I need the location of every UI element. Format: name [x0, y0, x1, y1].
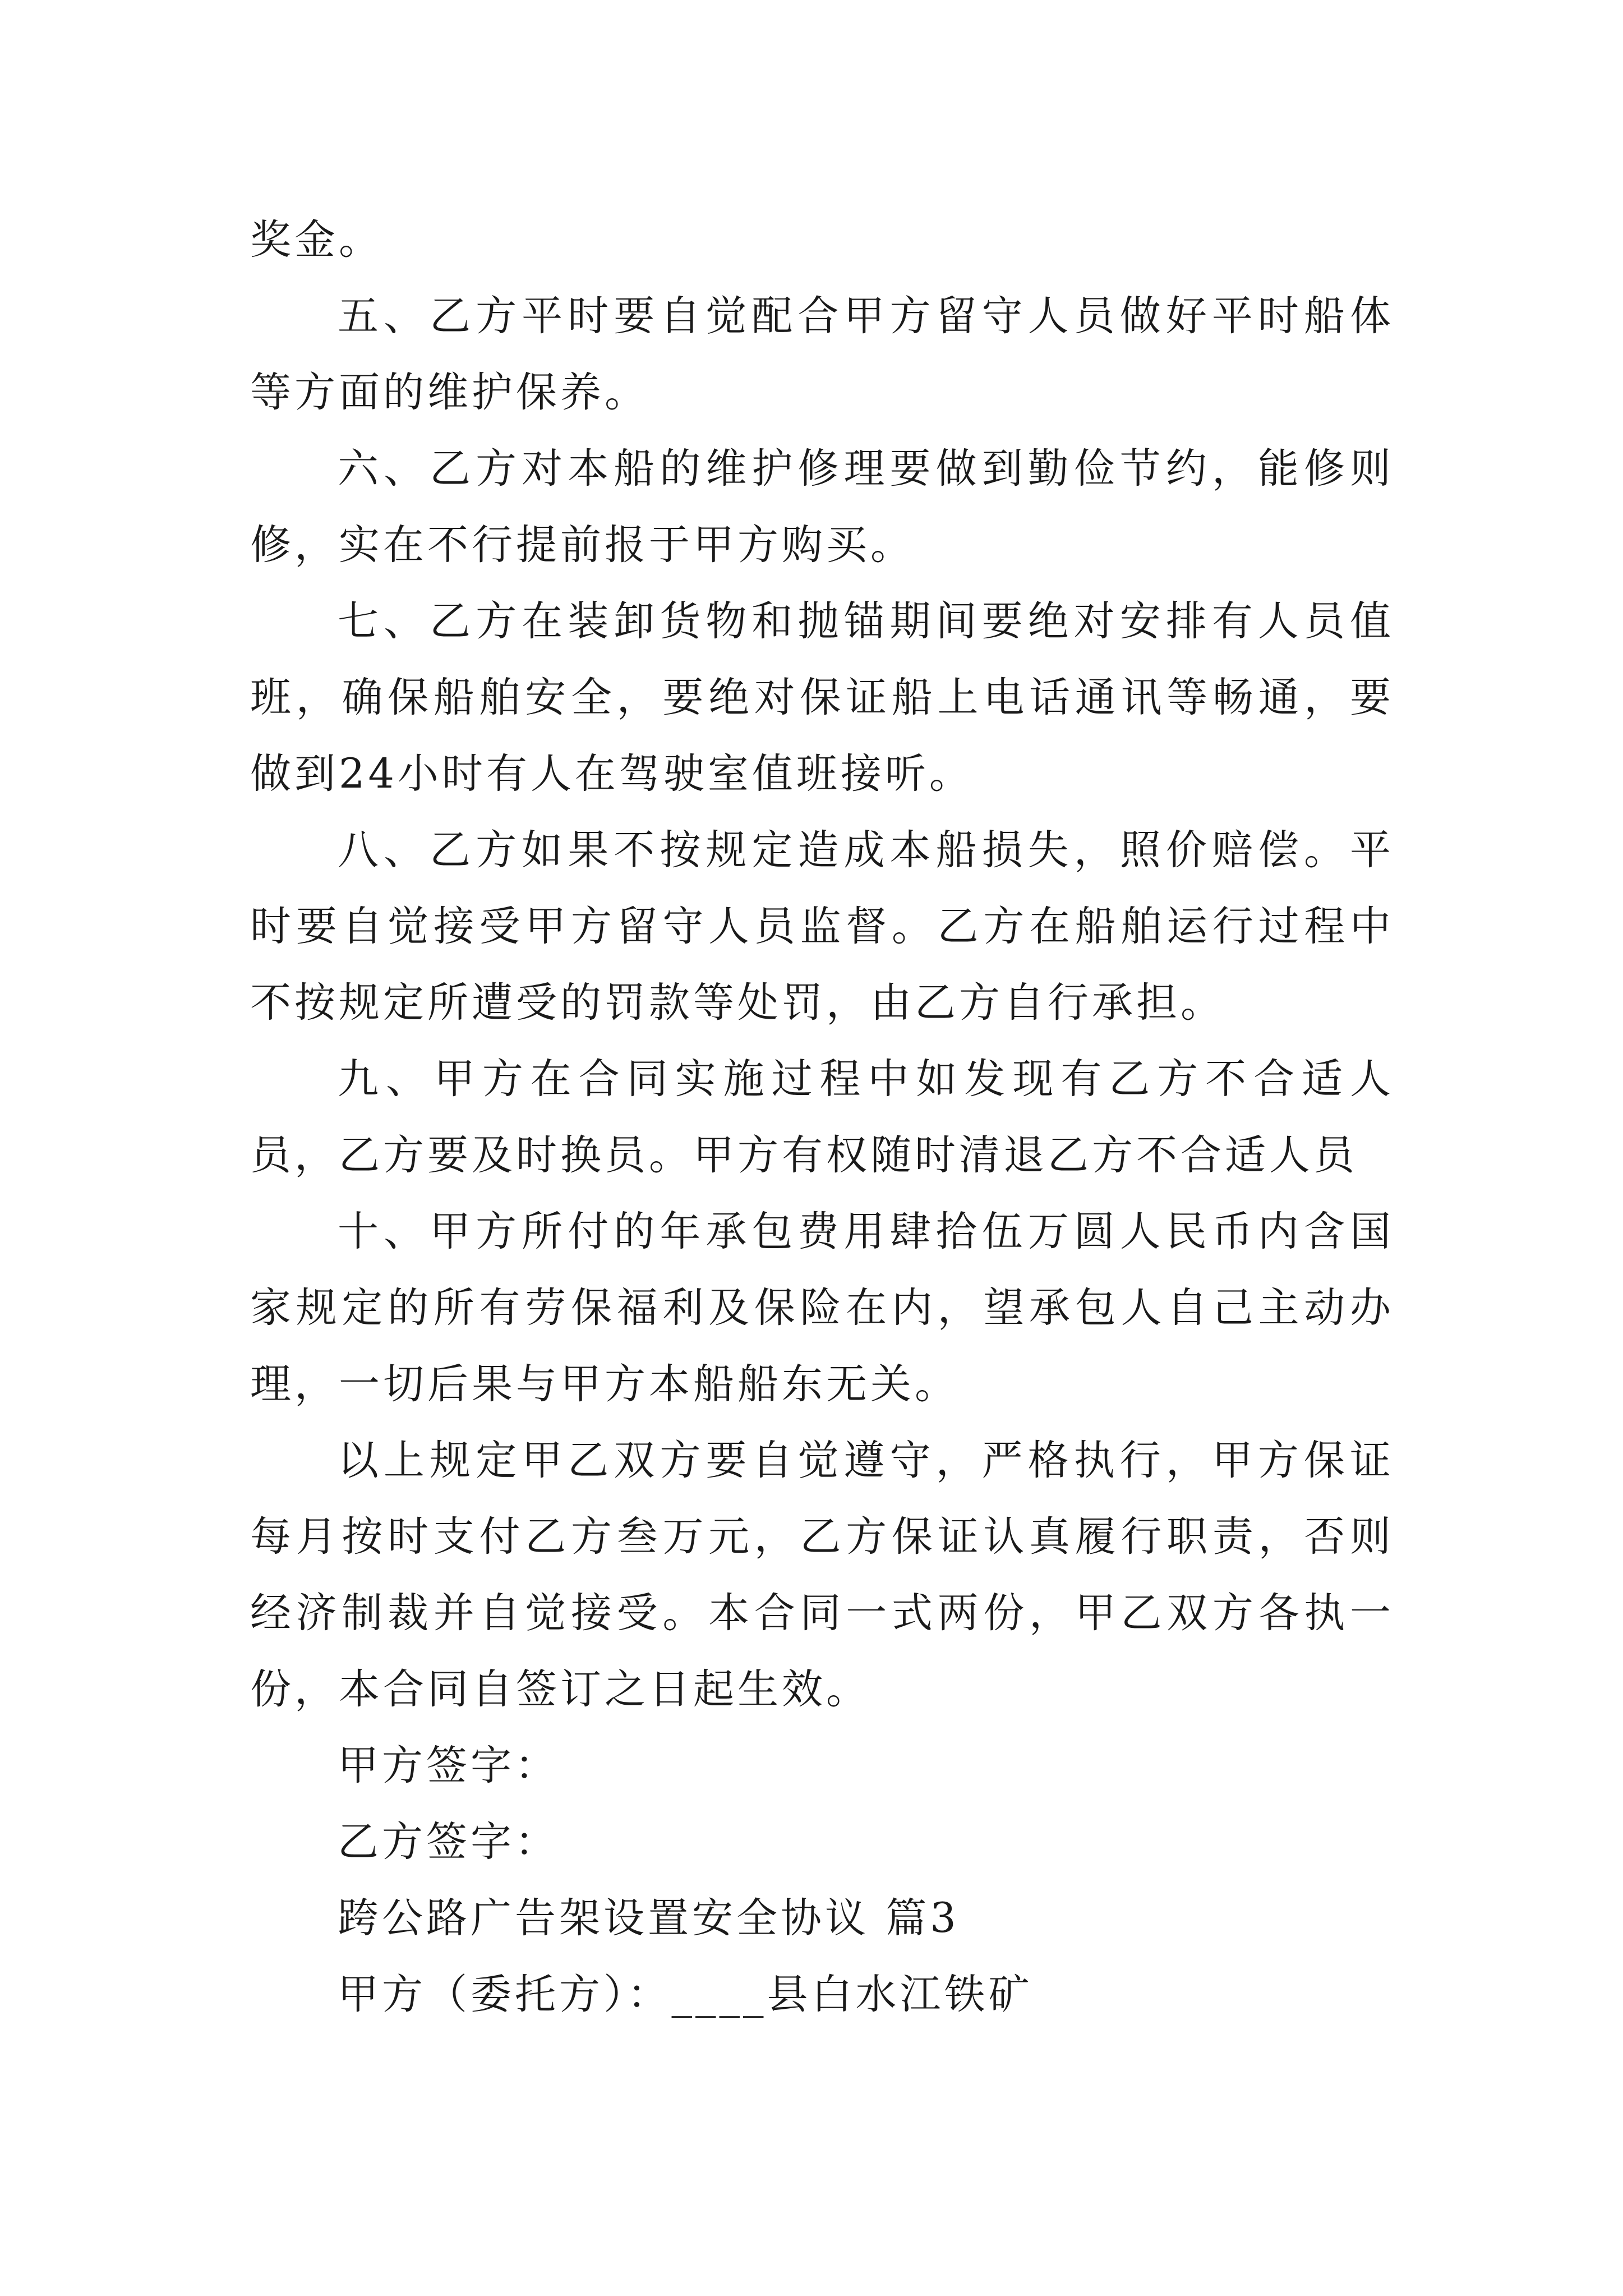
paragraph-clause-8: 八、乙方如果不按规定造成本船损失，照价赔偿。平时要自觉接受甲方留守人员监督。乙方在船舶运行过程中不按规定所遭受的罚款等处罚，由乙方自行承担。 — [250, 826, 1394, 1027]
next-section-title: 跨公路广告架设置安全协议 篇3 — [338, 1894, 960, 1942]
signature-party-b: 乙方签字： — [338, 1818, 559, 1866]
paragraph-closing: 以上规定甲乙双方要自觉遵守，严格执行，甲方保证每月按时支付乙方叁万元，乙方保证认真履行职责，否则经济制裁并自觉接受。本合同一式两份，甲乙双方各执一份，本合同自签订之日起生效。 — [250, 1437, 1394, 1713]
document-body — [250, 202, 1394, 2033]
paragraph-clause-10: 十、甲方所付的年承包费用肆拾伍万圆人民币内含国家规定的所有劳保福利及保险在内，望承包人自己主动办理，一切后果与甲方本船船东无关。 — [250, 1208, 1394, 1408]
paragraph-clause-5: 五、乙方平时要自觉配合甲方留守人员做好平时船体等方面的维护保养。 — [250, 292, 1394, 416]
paragraph-clause-7: 七、乙方在装卸货物和抛锚期间要绝对安排有人员值班，确保船舶安全，要绝对保证船上电话通讯等畅通，要做到24小时有人在驾驶室值班接听。 — [250, 597, 1394, 798]
next-section-party-a: 甲方（委托方）：____县白水江铁矿 — [338, 1971, 1033, 2018]
paragraph-bonus-tail: 奖金。 — [250, 216, 383, 264]
paragraph-clause-6: 六、乙方对本船的维护修理要做到勤俭节约，能修则修，实在不行提前报于甲方购买。 — [250, 445, 1394, 569]
paragraph-clause-9: 九、甲方在合同实施过程中如发现有乙方不合适人员，乙方要及时换员。甲方有权随时清退乙方不合适人员 — [250, 1055, 1394, 1179]
signature-party-a: 甲方签字： — [338, 1742, 559, 1789]
